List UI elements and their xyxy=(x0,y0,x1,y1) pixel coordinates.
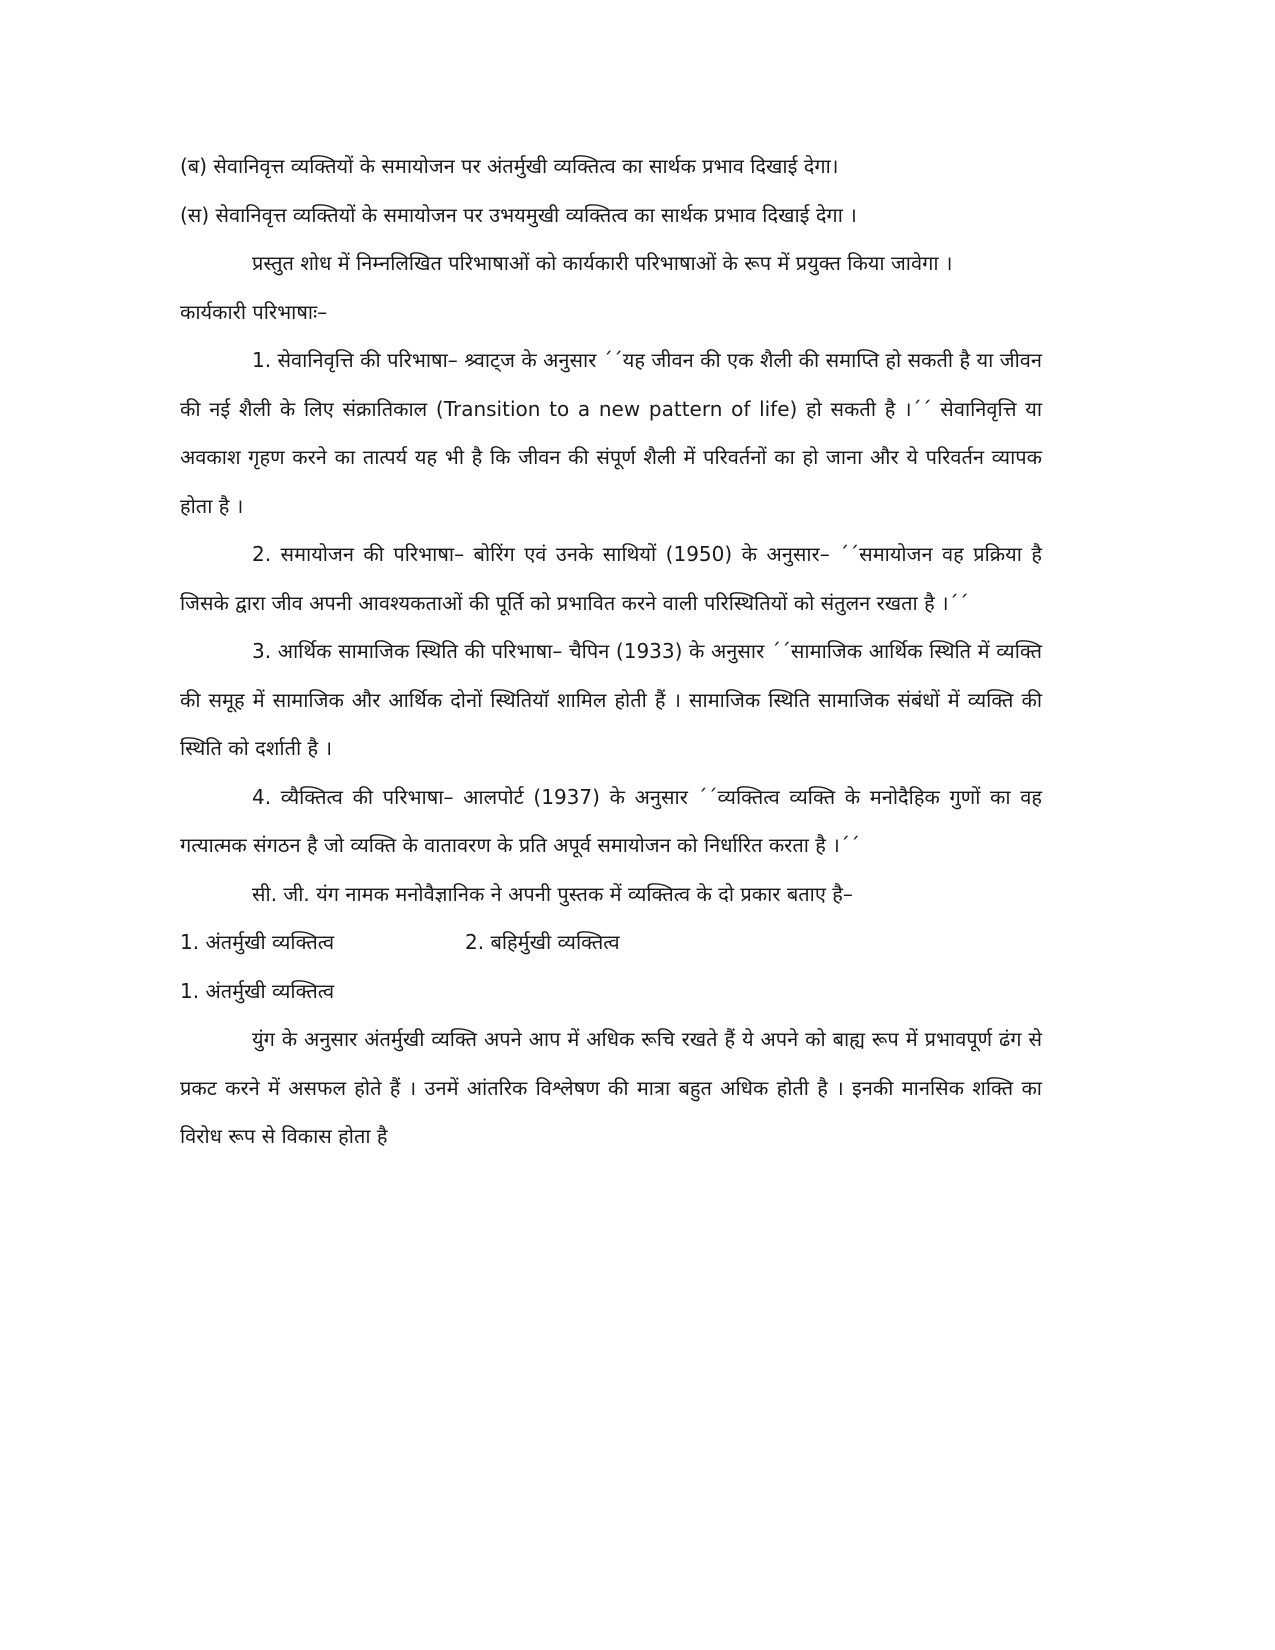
introvert-heading: 1. अंतर्मुखी व्यक्तित्व xyxy=(180,978,335,1003)
definition-retirement: 1. सेवानिवृत्ति की परिभाषा– श्र्वाट्ज के अनुसार ´´यह जीवन की एक शैली की समाप्ति हो सकती है या जीवन की नई शैली के लिए संक्रातिकाल (Transition to a new pattern of life) हो सकती है ।´´ सेवानिवृत्ति या अवकाश गृहण करने का तात्पर्य यह भी है कि जीवन की संपूर्ण शैली में परिवर्तनों का हो जाना और ये परिवर्तन व्यापक होता है । xyxy=(180,348,1042,518)
definition-adjustment: 2. समायोजन की परिभाषा– बोरिंग एवं उनके साथियों (1950) के अनुसार– ´´समायोजन वह प्रक्रिया है जिसके द्वारा जीव अपनी आवश्यकताओं की पूर्ति को प्रभावित करने वाली परिस्थितियों को संतुलन रखता है ।´´ xyxy=(180,542,1042,615)
page-body xyxy=(180,142,1042,1161)
introvert-description: युंग के अनुसार अंतर्मुखी व्यक्ति अपने आप में अधिक रूचि रखते हैं ये अपने को बाह्य रूप में प्रभावपूर्ण ढंग से प्रकट करने में असफल होते हैं । उनमें आंतरिक विश्लेषण की मात्रा बहुत अधिक होती है । इनकी मानसिक शक्ति का विरोध रूप से विकास होता है xyxy=(180,1027,1042,1148)
jung-intro: सी. जी. यंग नामक मनोवैज्ञानिक ने अपनी पुस्तक में व्यक्तित्व के दो प्रकार बताए है– xyxy=(252,881,853,906)
working-definitions-heading: कार्यकारी परिभाषाः– xyxy=(180,299,328,324)
hypothesis-c: (स) सेवानिवृत्त व्यक्तियों के समायोजन पर उभयमुखी व्यक्तित्व का सार्थक प्रभाव दिखाई देगा । xyxy=(180,202,857,227)
working-definitions-intro: प्रस्तुत शोध में निम्नलिखित परिभाषाओं को कार्यकारी परिभाषाओं के रूप में प्रयुक्त किया जावेगा । xyxy=(252,251,953,275)
list-item-introvert: 1. अंतर्मुखी व्यक्तित्व xyxy=(180,930,335,954)
hypothesis-b: (ब) सेवानिवृत्त व्यक्तियों के समायोजन पर अंतर्मुखी व्यक्तित्व का सार्थक प्रभाव दिखाई देगा। xyxy=(180,154,839,178)
definition-personality: 4. व्यैक्तित्व की परिभाषा– आलपोर्ट (1937) के अनुसार ´´व्यक्तित्व व्यक्ति के मनोदैहिक गुणों का वह गत्यात्मक संगठन है जो व्यक्ति के वातावरण के प्रति अपूर्व समायोजन को निर्धारित करता है ।´´ xyxy=(180,784,1042,857)
definition-socioeconomic-status: 3. आर्थिक सामाजिक स्थिति की परिभाषा– चैपिन (1933) के अनुसार ´´सामाजिक आर्थिक स्थिति में व्यक्ति की समूह में सामाजिक और आर्थिक दोनों स्थितियॉ शामिल होती हैं । सामाजिक स्थिति सामाजिक संबंधों में व्यक्ति की स्थिति को दर्शाती है । xyxy=(180,639,1042,760)
personality-types-list xyxy=(180,918,1042,967)
list-item-extrovert: 2. बहिर्मुखी व्यक्तित्व xyxy=(465,930,620,954)
